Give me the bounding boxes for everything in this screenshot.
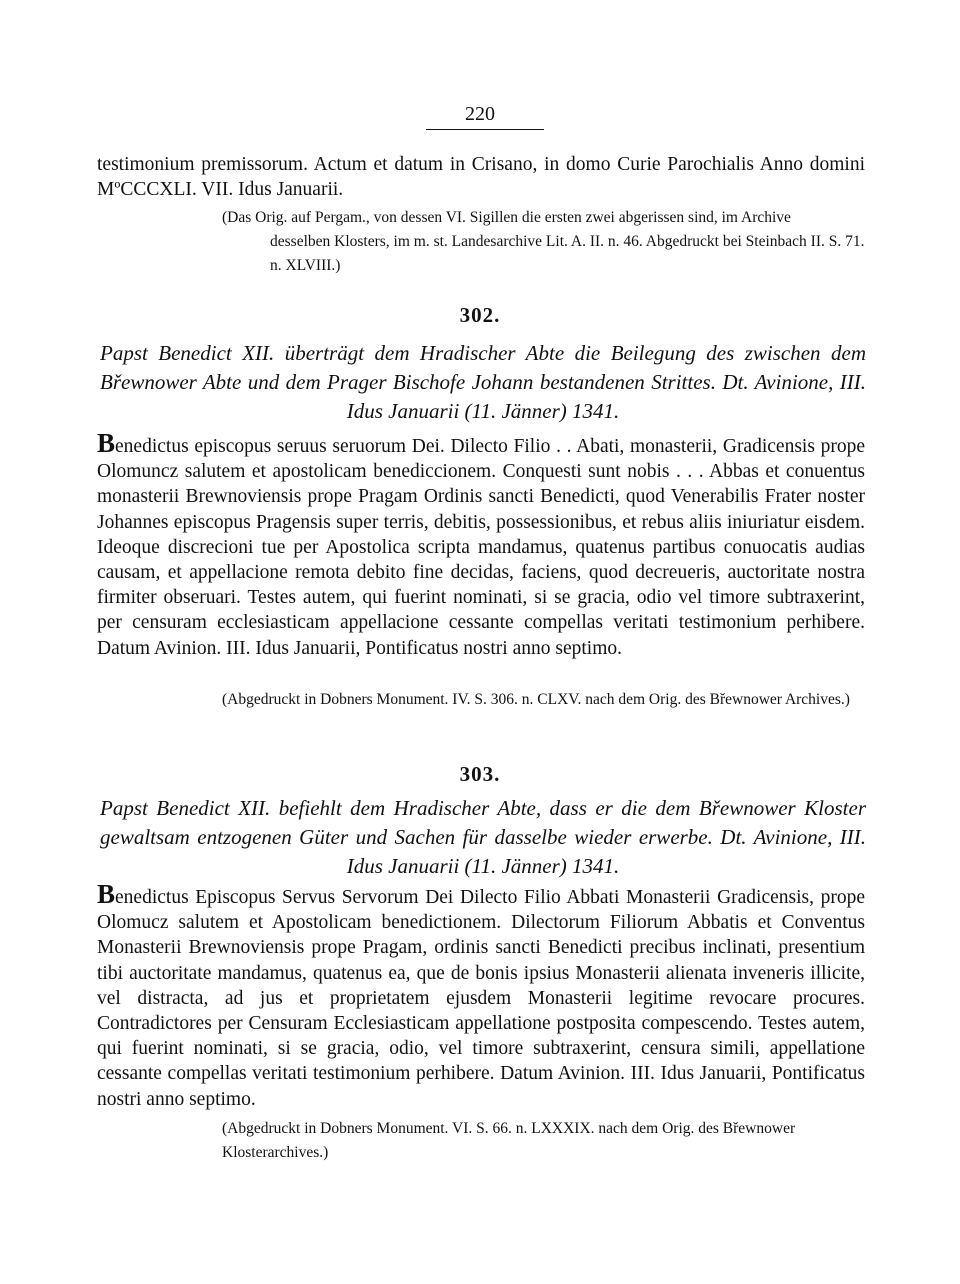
document-number-303: 303. <box>459 762 501 786</box>
source-note-301-rest: desselben Klosters, im m. st. Landesarchive Lit. A. II. n. 46. Abgedruckt bei Steinbach II. S. 71. n. XLVIII.) <box>270 233 865 274</box>
source-note-303: (Abgedruckt in Dobners Monument. VI. S. 66. n. LXXXIX. nach dem Orig. des Břewnower Klosterarchives.) <box>222 1120 796 1161</box>
page-number-rule <box>426 129 544 130</box>
document-heading-303: Papst Benedict XII. befiehlt dem Hradischer Abte, dass er die dem Břewnower Kloster gewaltsam entzogenen Güter und Sachen für dasselbe wieder erwerbe. Dt. Avinione, III. Idus Januarii (11. Jänner) 1341. <box>100 796 866 878</box>
initial-letter-302: B <box>97 428 116 458</box>
document-body-302 <box>97 430 865 661</box>
source-note-302: (Abgedruckt in Dobners Monument. IV. S. 306. n. CLXV. nach dem Orig. des Břewnower Archives.) <box>222 691 850 708</box>
document-body-303 <box>97 881 865 1112</box>
source-note-301-line1: (Das Orig. auf Pergam., von dessen VI. Sigillen die ersten zwei abgerissen sind, im Archive <box>222 209 791 226</box>
initial-letter-303: B <box>97 879 116 909</box>
document-number-302: 302. <box>459 303 501 327</box>
document-body-303-text: enedictus Episcopus Servus Servorum Dei Dilecto Filio Abbati Monasterii Gradicensis, prope Olomucz salutem et Apostolicam benedictionem. Dilectorum Filiorum Abbatis et Conventus Monasterii Brewnoviensis prope Pragam, ordinis sancti Benedicti precibus inclinati, presentium tibi auctoritate mandamus, quatenus ea, que de bonis ipsius Monasterii alienata inveneris illicite, vel distracta, ad jus et proprietatem ejusdem Monasterii legitime revocare procures. Contradictores per Censuram Ecclesiasticam appellatione postposita compescendo. Testes autem, qui fuerint nominati, si se gracia, odio, vel timore subtraxerint, censura simili, appellatione cessante compellas veritati testimonium perhibere. Datum Avinion. III. Idus Januarii, Pontificatus nostri anno septimo. <box>97 887 865 1110</box>
document-heading-302: Papst Benedict XII. überträgt dem Hradischer Abte die Beilegung des zwischen dem Břewnower Abte und dem Prager Bischofe Johann bestandenen Strittes. Dt. Avinione, III. Idus Januarii (11. Jänner) 1341. <box>100 341 866 423</box>
continuation-text: testimonium premissorum. Actum et datum in Crisano, in domo Curie Parochialis Anno domini MºCCCXLI. VII. Idus Januarii. <box>97 154 865 201</box>
document-body-302-text: enedictus episcopus seruus seruorum Dei. Dilecto Filio . . Abati, monasterii, Gradicensis prope Olomuncz salutem et apostolicam benediccionem. Conquesti sunt nobis . . . Abbas et conuentus monasterii Brewnoviensis prope Pragam Ordinis sancti Benedicti, quod Venerabilis Frater noster Johannes episcopus Pragensis super terris, debitis, possessionibus, et rebus aliis iniuriatur eisdem. Ideoque discrecioni tue per Apostolica scripta mandamus, quatenus partibus conuocatis audias causam, et appellacione remota debito fine decidas, faciens, quod decreueris, auctoritate nostra firmiter obseruari. Testes autem, qui fuerint nominati, si se gracia, odio vel timore subtraxerint, per censuram ecclesiasticam appellacione cessante compellas veritati testimonium perhibere. Datum Avinion. III. Idus Januarii, Pontificatus nostri anno septimo. <box>97 436 865 659</box>
page-number: 220 <box>465 103 495 125</box>
source-note-301 <box>222 206 866 278</box>
